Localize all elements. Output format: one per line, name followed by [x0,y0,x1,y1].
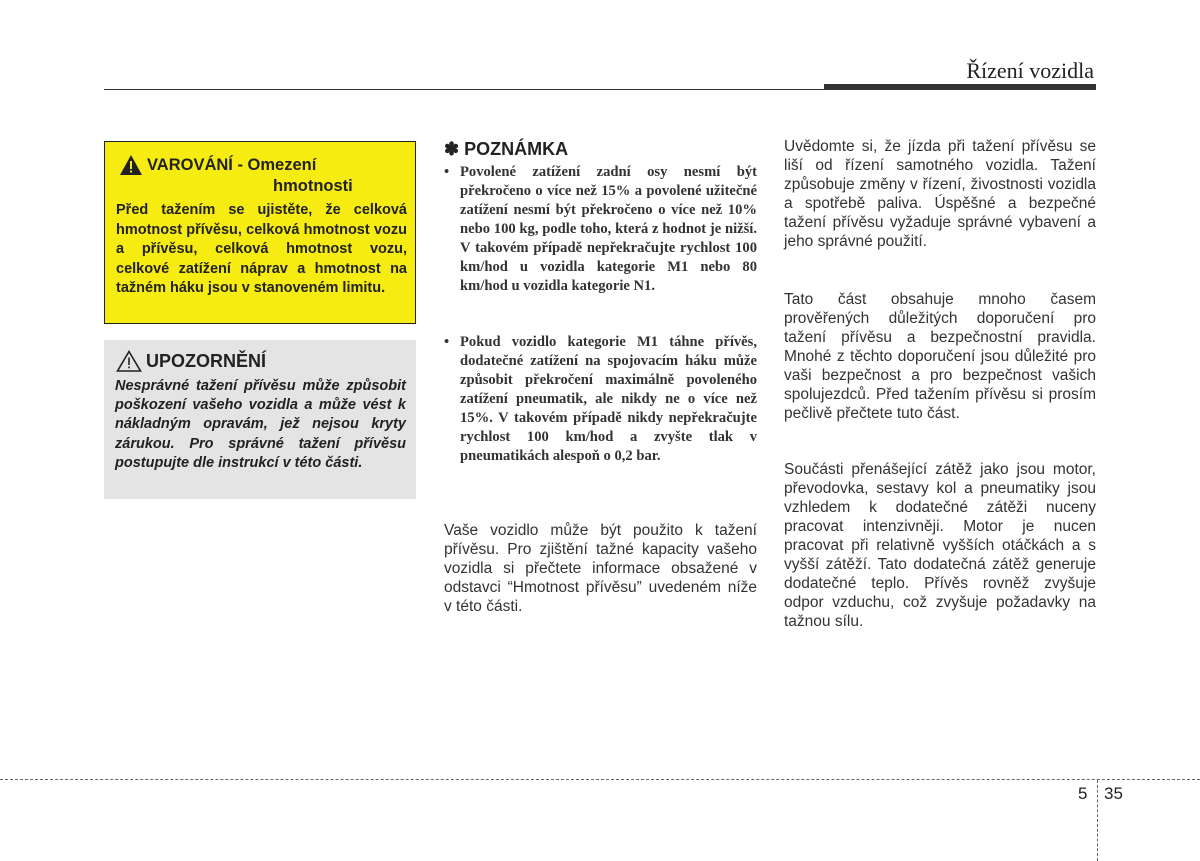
caution-box [104,340,416,499]
section-number: 5 [1078,784,1088,803]
page-header-title: Řízení vozidla [966,58,1094,83]
note-item-text: Pokud vozidlo kategorie M1 táhne přívěs, dodatečné zatížení na spojovacím háku může způsobit překročení maximálně povoleného zatížení pneumatik, ale nikdy ne o více než 15%. V takovém případě nikdy nepřekračujte rychlost 100 km/hod a zvyšte tlak v pneumatikách alespoň o 0,2 bar. [460,334,757,464]
warning-triangle-icon [119,154,143,176]
footer-vertical-divider [1097,780,1098,861]
body-paragraph: Vaše vozidlo může být použito k tažení přívěsu. Pro zjištění tažné kapacity vašeho vozidla si přečtete informace obsažené v odstavci “Hmotnost přívěsu” uvedeném níže v této části. [444,522,757,615]
body-paragraph: Tato část obsahuje mnoho časem prověřených důležitých doporučení pro tažení přívěsu a bezpečnostní pravidla. Mnohé z těchto doporučení jsou důležité pro vaši bezpečnost a pro bezpečnost vašich spolujezdců. Před tažením přívěsu si prosím pečlivě přečtete tuto část. [784,291,1096,422]
note-list-item [444,163,757,296]
note-list-item [444,333,757,466]
caution-triangle-icon [116,350,142,372]
caution-text: Nesprávné tažení přívěsu může způsobit poškození vašeho vozidla a může vést k nákladným opravám, jež nejsou kryty zárukou. Pro správné tažení přívěsu postupujte dle instrukcí v této části. [115,378,406,471]
body-paragraph: Uvědomte si, že jízda při tažení přívěsu se liší od řízení samotného vozidla. Tažení způsobuje změny v řízení, živostnosti vozidla a spotřebě paliva. Úspěšné a bezpečné tažení přívěsu vyžaduje správné vybavení a jeho správné použití. [784,138,1096,250]
caution-title: UPOZORNĚNÍ [146,351,267,371]
note-title: ✽ POZNÁMKA [444,139,569,159]
bullet: • [444,164,450,180]
footer-divider [0,779,1200,780]
warning-subtitle: hmotnosti [273,177,353,195]
warning-title: VAROVÁNÍ - Omezení [147,156,317,174]
note-item-text: Povolené zatížení zadní osy nesmí být překročeno o více než 15% a povolené užitečné zatížení nesmí být překročeno o více než 10% nebo 100 kg, podle toho, která z hodnot je nižší. V takovém případě nepřekračujte rychlost 100 km/hod u vozidla kategorie M1 nebo 80 km/hod u vozidla kategorie N1. [460,164,757,294]
warning-box [104,141,416,324]
body-paragraph: Součásti přenášející zátěž jako jsou motor, převodovka, sestavy kol a pneumatiky jsou vzhledem k dodatečné zátěži nuceny pracovat intenzivněji. Motor je nucen pracovat při relativně vyšších otáčkách a s vyšší zátěží. Tato dodatečná zátěž generuje dodatečné teplo. Přívěs rovněž zvyšuje odpor vzduchu, což zvyšuje požadavky na tažnou sílu. [784,461,1096,630]
page-number: 35 [1104,784,1123,803]
warning-text: Před tažením se ujistěte, že celková hmotnost přívěsu, celková hmotnost vozu a přívěsu, celková hmotnost vozu, celkové zatížení náprav a hmotnost na tažném háku jsou v stanoveném limitu. [116,202,407,296]
bullet: • [444,334,450,350]
header-rule [104,89,1096,90]
